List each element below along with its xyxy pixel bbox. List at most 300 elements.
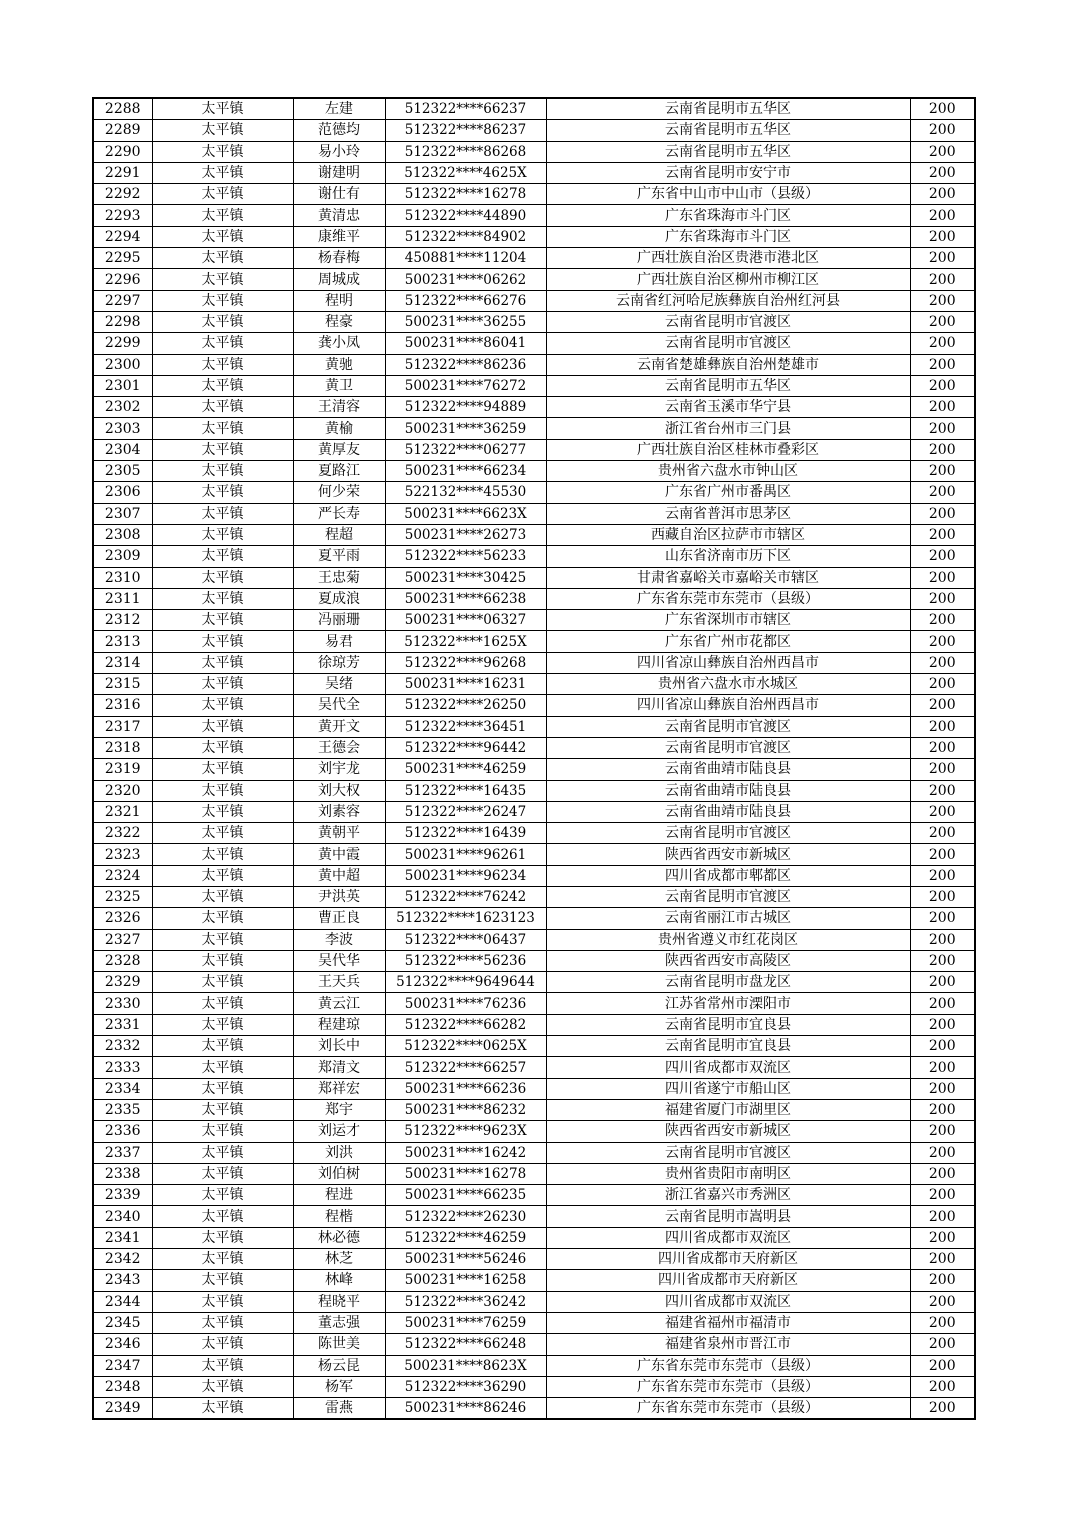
id-number-cell: 500231****86041 [385,333,546,354]
work-location-cell: 云南省昆明市五华区 [546,98,910,120]
id-number-cell: 512322****56233 [385,546,546,567]
table-row [93,546,975,567]
amount-cell: 200 [910,1078,975,1099]
row-number-cell: 2315 [93,674,152,695]
table-row [93,162,975,183]
town-cell: 太平镇 [152,1334,293,1355]
row-number-cell: 2291 [93,162,152,183]
town-cell: 太平镇 [152,205,293,226]
name-cell: 黄开文 [293,716,385,737]
id-number-cell: 500231****86246 [385,1398,546,1420]
row-number-cell: 2345 [93,1312,152,1333]
table-row [93,610,975,631]
table-row [93,1398,975,1420]
table-row [93,993,975,1014]
name-cell: 范德均 [293,120,385,141]
table-row [93,1227,975,1248]
work-location-cell: 贵州省遵义市红花岗区 [546,929,910,950]
table-row [93,311,975,332]
town-cell: 太平镇 [152,1355,293,1376]
town-cell: 太平镇 [152,1142,293,1163]
amount-cell: 200 [910,610,975,631]
work-location-cell: 云南省丽江市古城区 [546,908,910,929]
amount-cell: 200 [910,1163,975,1184]
name-cell: 吴代全 [293,695,385,716]
row-number-cell: 2342 [93,1249,152,1270]
work-location-cell: 浙江省台州市三门县 [546,418,910,439]
row-number-cell: 2332 [93,1036,152,1057]
id-number-cell: 522132****45530 [385,482,546,503]
town-cell: 太平镇 [152,120,293,141]
work-location-cell: 云南省昆明市官渡区 [546,886,910,907]
table-row [93,950,975,971]
table-row [93,1099,975,1120]
row-number-cell: 2327 [93,929,152,950]
id-number-cell: 512322****36290 [385,1376,546,1397]
work-location-cell: 云南省昆明市宜良县 [546,1014,910,1035]
table-row [93,333,975,354]
amount-cell: 200 [910,482,975,503]
amount-cell: 200 [910,120,975,141]
id-number-cell: 500231****06327 [385,610,546,631]
amount-cell: 200 [910,1355,975,1376]
work-location-cell: 云南省昆明市嵩明县 [546,1206,910,1227]
work-location-cell: 山东省济南市历下区 [546,546,910,567]
row-number-cell: 2309 [93,546,152,567]
amount-cell: 200 [910,98,975,120]
table-row [93,674,975,695]
town-cell: 太平镇 [152,269,293,290]
id-number-cell: 500231****30425 [385,567,546,588]
row-number-cell: 2320 [93,780,152,801]
town-cell: 太平镇 [152,567,293,588]
table-row [93,588,975,609]
table-row [93,141,975,162]
work-location-cell: 四川省成都市双流区 [546,1057,910,1078]
amount-cell: 200 [910,418,975,439]
work-location-cell: 广东省东莞市东莞市（县级） [546,1376,910,1397]
town-cell: 太平镇 [152,737,293,758]
table-row [93,120,975,141]
name-cell: 王德会 [293,737,385,758]
work-location-cell: 广西壮族自治区柳州市柳江区 [546,269,910,290]
name-cell: 程晓平 [293,1291,385,1312]
id-number-cell: 512322****06437 [385,929,546,950]
table-row [93,1355,975,1376]
name-cell: 黄中超 [293,865,385,886]
row-number-cell: 2343 [93,1270,152,1291]
name-cell: 郑清文 [293,1057,385,1078]
amount-cell: 200 [910,524,975,545]
name-cell: 郑宇 [293,1099,385,1120]
work-location-cell: 云南省昆明市官渡区 [546,737,910,758]
id-number-cell: 512322****66248 [385,1334,546,1355]
town-cell: 太平镇 [152,1291,293,1312]
id-number-cell: 512322****26230 [385,1206,546,1227]
name-cell: 杨云昆 [293,1355,385,1376]
town-cell: 太平镇 [152,1270,293,1291]
name-cell: 林必德 [293,1227,385,1248]
id-number-cell: 512322****1623123 [385,908,546,929]
id-number-cell: 500231****96261 [385,844,546,865]
amount-cell: 200 [910,1270,975,1291]
amount-cell: 200 [910,1249,975,1270]
id-number-cell: 512322****46259 [385,1227,546,1248]
name-cell: 程豪 [293,311,385,332]
name-cell: 林芝 [293,1249,385,1270]
amount-cell: 200 [910,1334,975,1355]
id-number-cell: 512322****94889 [385,397,546,418]
id-number-cell: 500231****36259 [385,418,546,439]
work-location-cell: 云南省昆明市五华区 [546,120,910,141]
row-number-cell: 2299 [93,333,152,354]
table-row [93,1185,975,1206]
id-number-cell: 450881****11204 [385,248,546,269]
table-row [93,226,975,247]
data-table [92,97,976,1420]
amount-cell: 200 [910,311,975,332]
row-number-cell: 2306 [93,482,152,503]
work-location-cell: 浙江省嘉兴市秀洲区 [546,1185,910,1206]
name-cell: 黄云江 [293,993,385,1014]
amount-cell: 200 [910,972,975,993]
town-cell: 太平镇 [152,1036,293,1057]
row-number-cell: 2347 [93,1355,152,1376]
work-location-cell: 广东省东莞市东莞市（县级） [546,1398,910,1420]
name-cell: 何少荣 [293,482,385,503]
amount-cell: 200 [910,162,975,183]
id-number-cell: 512322****4625X [385,162,546,183]
amount-cell: 200 [910,1142,975,1163]
table-row [93,801,975,822]
amount-cell: 200 [910,375,975,396]
name-cell: 尹洪英 [293,886,385,907]
amount-cell: 200 [910,631,975,652]
id-number-cell: 512322****9623X [385,1121,546,1142]
work-location-cell: 云南省曲靖市陆良县 [546,801,910,822]
id-number-cell: 500231****16258 [385,1270,546,1291]
table-row [93,1163,975,1184]
table-row [93,354,975,375]
id-number-cell: 512322****06277 [385,439,546,460]
row-number-cell: 2331 [93,1014,152,1035]
id-number-cell: 512322****66282 [385,1014,546,1035]
town-cell: 太平镇 [152,311,293,332]
amount-cell: 200 [910,1185,975,1206]
id-number-cell: 500231****96234 [385,865,546,886]
town-cell: 太平镇 [152,801,293,822]
table-row [93,461,975,482]
town-cell: 太平镇 [152,716,293,737]
row-number-cell: 2301 [93,375,152,396]
row-number-cell: 2335 [93,1099,152,1120]
amount-cell: 200 [910,737,975,758]
amount-cell: 200 [910,333,975,354]
id-number-cell: 512322****1625X [385,631,546,652]
work-location-cell: 陕西省西安市新城区 [546,844,910,865]
row-number-cell: 2294 [93,226,152,247]
amount-cell: 200 [910,184,975,205]
row-number-cell: 2339 [93,1185,152,1206]
work-location-cell: 福建省厦门市湖里区 [546,1099,910,1120]
table-row [93,886,975,907]
amount-cell: 200 [910,503,975,524]
id-number-cell: 500231****16231 [385,674,546,695]
amount-cell: 200 [910,1398,975,1420]
table-row [93,716,975,737]
town-cell: 太平镇 [152,929,293,950]
town-cell: 太平镇 [152,1206,293,1227]
amount-cell: 200 [910,461,975,482]
id-number-cell: 512322****26247 [385,801,546,822]
row-number-cell: 2337 [93,1142,152,1163]
work-location-cell: 甘肃省嘉峪关市嘉峪关市辖区 [546,567,910,588]
table-row [93,205,975,226]
work-location-cell: 云南省昆明市官渡区 [546,823,910,844]
town-cell: 太平镇 [152,844,293,865]
row-number-cell: 2298 [93,311,152,332]
table-row [93,865,975,886]
table-row [93,631,975,652]
table-row [93,418,975,439]
id-number-cell: 512322****26250 [385,695,546,716]
town-cell: 太平镇 [152,1099,293,1120]
amount-cell: 200 [910,1036,975,1057]
amount-cell: 200 [910,588,975,609]
row-number-cell: 2300 [93,354,152,375]
row-number-cell: 2322 [93,823,152,844]
amount-cell: 200 [910,1057,975,1078]
row-number-cell: 2288 [93,98,152,120]
work-location-cell: 云南省曲靖市陆良县 [546,759,910,780]
work-location-cell: 云南省昆明市盘龙区 [546,972,910,993]
town-cell: 太平镇 [152,674,293,695]
town-cell: 太平镇 [152,226,293,247]
id-number-cell: 500231****16242 [385,1142,546,1163]
amount-cell: 200 [910,759,975,780]
work-location-cell: 陕西省西安市新城区 [546,1121,910,1142]
work-location-cell: 云南省玉溪市华宁县 [546,397,910,418]
row-number-cell: 2316 [93,695,152,716]
name-cell: 黄榆 [293,418,385,439]
name-cell: 龚小凤 [293,333,385,354]
work-location-cell: 广东省广州市花都区 [546,631,910,652]
table-row [93,908,975,929]
amount-cell: 200 [910,269,975,290]
row-number-cell: 2324 [93,865,152,886]
row-number-cell: 2308 [93,524,152,545]
amount-cell: 200 [910,546,975,567]
id-number-cell: 512322****66257 [385,1057,546,1078]
table-row [93,1078,975,1099]
amount-cell: 200 [910,695,975,716]
table-row [93,972,975,993]
town-cell: 太平镇 [152,141,293,162]
town-cell: 太平镇 [152,1014,293,1035]
id-number-cell: 512322****66237 [385,98,546,120]
table-row [93,1291,975,1312]
table-row [93,652,975,673]
amount-cell: 200 [910,780,975,801]
name-cell: 冯丽珊 [293,610,385,631]
work-location-cell: 四川省凉山彝族自治州西昌市 [546,695,910,716]
amount-cell: 200 [910,141,975,162]
work-location-cell: 云南省昆明市官渡区 [546,1142,910,1163]
id-number-cell: 512322****84902 [385,226,546,247]
town-cell: 太平镇 [152,418,293,439]
row-number-cell: 2328 [93,950,152,971]
row-number-cell: 2344 [93,1291,152,1312]
amount-cell: 200 [910,439,975,460]
row-number-cell: 2334 [93,1078,152,1099]
name-cell: 易君 [293,631,385,652]
table-row [93,844,975,865]
name-cell: 夏平雨 [293,546,385,567]
row-number-cell: 2307 [93,503,152,524]
name-cell: 王天兵 [293,972,385,993]
town-cell: 太平镇 [152,588,293,609]
table-row [93,1121,975,1142]
town-cell: 太平镇 [152,1227,293,1248]
amount-cell: 200 [910,993,975,1014]
work-location-cell: 贵州省六盘水市钟山区 [546,461,910,482]
id-number-cell: 512322****86237 [385,120,546,141]
table-row [93,1270,975,1291]
name-cell: 吴绪 [293,674,385,695]
table-row [93,482,975,503]
name-cell: 夏成浪 [293,588,385,609]
work-location-cell: 四川省成都市双流区 [546,1291,910,1312]
row-number-cell: 2313 [93,631,152,652]
row-number-cell: 2290 [93,141,152,162]
table-row [93,1312,975,1333]
row-number-cell: 2326 [93,908,152,929]
table-row [93,929,975,950]
name-cell: 黄厚友 [293,439,385,460]
table-row [93,567,975,588]
work-location-cell: 广西壮族自治区桂林市叠彩区 [546,439,910,460]
amount-cell: 200 [910,290,975,311]
amount-cell: 200 [910,1014,975,1035]
amount-cell: 200 [910,652,975,673]
town-cell: 太平镇 [152,993,293,1014]
name-cell: 谢仕有 [293,184,385,205]
row-number-cell: 2329 [93,972,152,993]
town-cell: 太平镇 [152,1163,293,1184]
work-location-cell: 四川省遂宁市船山区 [546,1078,910,1099]
work-location-cell: 云南省昆明市五华区 [546,375,910,396]
name-cell: 严长寿 [293,503,385,524]
name-cell: 刘运才 [293,1121,385,1142]
work-location-cell: 广东省珠海市斗门区 [546,205,910,226]
row-number-cell: 2304 [93,439,152,460]
row-number-cell: 2341 [93,1227,152,1248]
amount-cell: 200 [910,950,975,971]
work-location-cell: 贵州省六盘水市水城区 [546,674,910,695]
name-cell: 周城成 [293,269,385,290]
id-number-cell: 500231****66236 [385,1078,546,1099]
row-number-cell: 2296 [93,269,152,290]
name-cell: 夏路江 [293,461,385,482]
id-number-cell: 500231****56246 [385,1249,546,1270]
name-cell: 刘长中 [293,1036,385,1057]
town-cell: 太平镇 [152,1057,293,1078]
town-cell: 太平镇 [152,1121,293,1142]
id-number-cell: 500231****66234 [385,461,546,482]
town-cell: 太平镇 [152,631,293,652]
name-cell: 易小玲 [293,141,385,162]
row-number-cell: 2321 [93,801,152,822]
row-number-cell: 2325 [93,886,152,907]
table-row [93,780,975,801]
work-location-cell: 广东省广州市番禺区 [546,482,910,503]
town-cell: 太平镇 [152,610,293,631]
table-row [93,759,975,780]
name-cell: 董志强 [293,1312,385,1333]
id-number-cell: 500231****8623X [385,1355,546,1376]
table-row [93,1014,975,1035]
work-location-cell: 广东省中山市中山市（县级） [546,184,910,205]
work-location-cell: 西藏自治区拉萨市市辖区 [546,524,910,545]
town-cell: 太平镇 [152,524,293,545]
id-number-cell: 500231****76236 [385,993,546,1014]
name-cell: 王忠菊 [293,567,385,588]
name-cell: 刘宇龙 [293,759,385,780]
row-number-cell: 2314 [93,652,152,673]
id-number-cell: 512322****16435 [385,780,546,801]
id-number-cell: 500231****16278 [385,1163,546,1184]
work-location-cell: 四川省成都市郫都区 [546,865,910,886]
amount-cell: 200 [910,1312,975,1333]
town-cell: 太平镇 [152,98,293,120]
table-row [93,98,975,120]
id-number-cell: 512322****66276 [385,290,546,311]
id-number-cell: 512322****0625X [385,1036,546,1057]
work-location-cell: 四川省成都市天府新区 [546,1270,910,1291]
table-row [93,1334,975,1355]
work-location-cell: 云南省昆明市宜良县 [546,1036,910,1057]
work-location-cell: 广东省东莞市东莞市（县级） [546,1355,910,1376]
row-number-cell: 2295 [93,248,152,269]
amount-cell: 200 [910,1376,975,1397]
town-cell: 太平镇 [152,1249,293,1270]
amount-cell: 200 [910,567,975,588]
id-number-cell: 512322****9649644 [385,972,546,993]
work-location-cell: 云南省曲靖市陆良县 [546,780,910,801]
town-cell: 太平镇 [152,248,293,269]
table-row [93,439,975,460]
row-number-cell: 2338 [93,1163,152,1184]
name-cell: 杨军 [293,1376,385,1397]
name-cell: 程楷 [293,1206,385,1227]
town-cell: 太平镇 [152,972,293,993]
row-number-cell: 2349 [93,1398,152,1420]
work-location-cell: 广东省东莞市东莞市（县级） [546,588,910,609]
name-cell: 刘大权 [293,780,385,801]
amount-cell: 200 [910,844,975,865]
town-cell: 太平镇 [152,482,293,503]
row-number-cell: 2317 [93,716,152,737]
amount-cell: 200 [910,205,975,226]
row-number-cell: 2330 [93,993,152,1014]
name-cell: 黄朝平 [293,823,385,844]
town-cell: 太平镇 [152,375,293,396]
table-row [93,269,975,290]
amount-cell: 200 [910,1291,975,1312]
name-cell: 左建 [293,98,385,120]
table-row [93,1206,975,1227]
name-cell: 刘素容 [293,801,385,822]
